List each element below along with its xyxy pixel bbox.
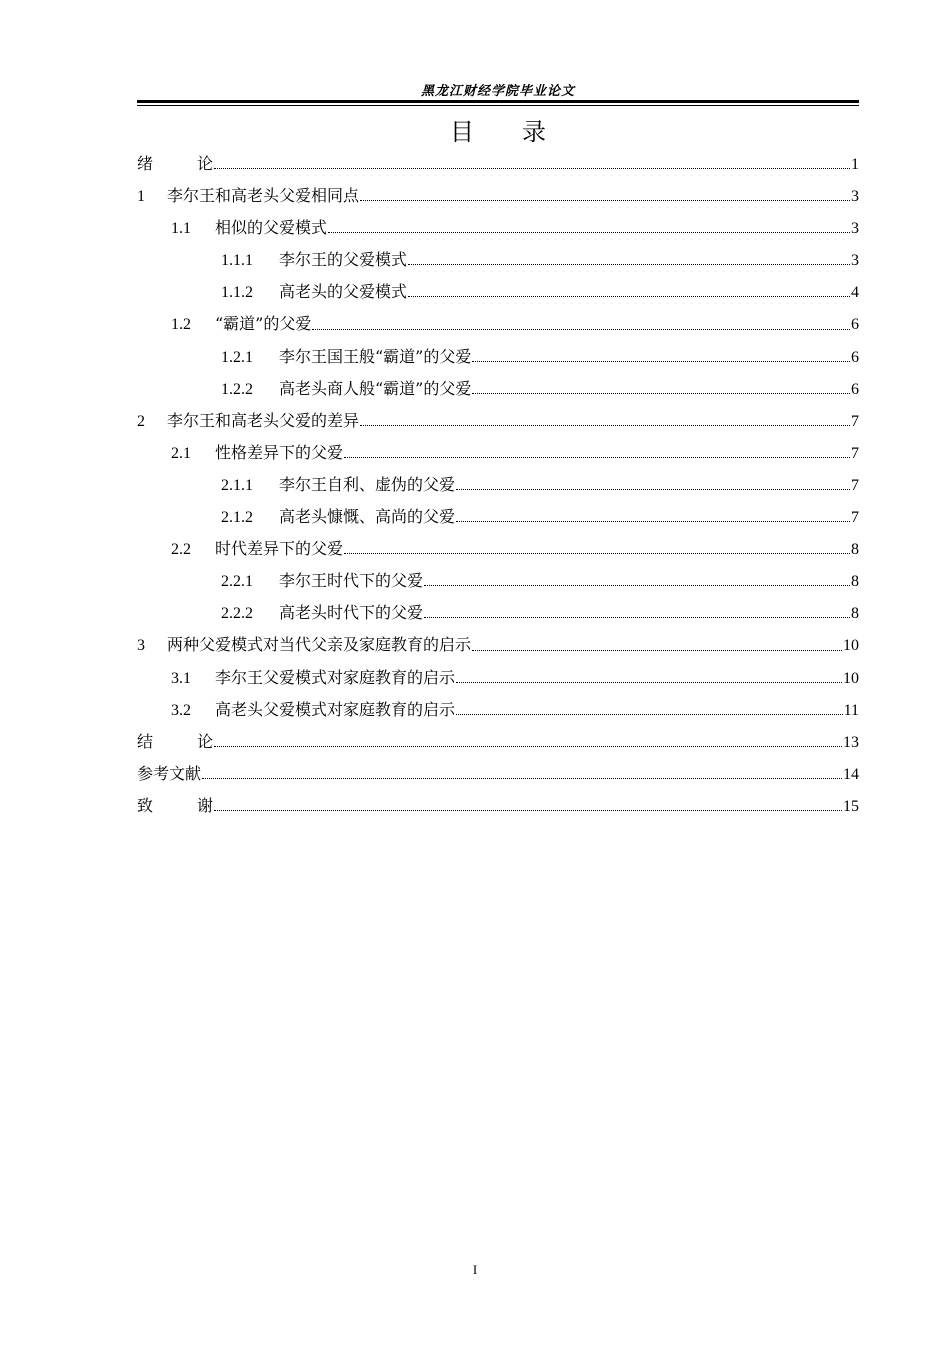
toc-entry-page: 3 bbox=[851, 252, 859, 270]
toc-entry-page: 6 bbox=[851, 380, 859, 398]
toc-entry-page: 10 bbox=[843, 669, 859, 687]
toc-entry-label: 高老头商人般“霸道”的父爱 bbox=[279, 378, 472, 398]
toc-entry-page: 8 bbox=[851, 541, 859, 559]
toc-dot-leader bbox=[214, 745, 842, 747]
table-of-contents bbox=[137, 148, 859, 822]
toc-entry-number: 3.2 bbox=[171, 701, 191, 719]
toc-title-part2: 录 bbox=[522, 118, 546, 146]
toc-entry-label: 时代差异下的父爱 bbox=[215, 539, 344, 559]
toc-entry[interactable] bbox=[137, 694, 859, 726]
toc-entry[interactable] bbox=[137, 244, 859, 276]
toc-entry-label-second-char: 谢 bbox=[197, 795, 214, 815]
toc-dot-leader bbox=[214, 809, 842, 811]
toc-entry[interactable] bbox=[137, 533, 859, 565]
toc-entry[interactable] bbox=[137, 726, 859, 758]
toc-entry[interactable] bbox=[137, 276, 859, 308]
toc-entry[interactable] bbox=[137, 405, 859, 437]
toc-entry[interactable] bbox=[137, 437, 859, 469]
toc-entry-number: 2.2.2 bbox=[221, 605, 253, 623]
toc-entry-number: 1 bbox=[137, 188, 145, 206]
toc-title-part1: 目 bbox=[450, 118, 474, 146]
toc-entry-page: 7 bbox=[851, 476, 859, 494]
toc-entry-label-first-char: 结 bbox=[137, 731, 154, 751]
toc-entry-label: 李尔王国王般“霸道”的父爱 bbox=[279, 346, 472, 366]
toc-entry-page: 3 bbox=[851, 220, 859, 238]
toc-entry-number: 1.2.1 bbox=[221, 348, 253, 366]
toc-entry-number: 2.1.2 bbox=[221, 509, 253, 527]
toc-entry-page: 7 bbox=[851, 412, 859, 430]
toc-entry-page: 4 bbox=[851, 284, 859, 302]
toc-entry-page: 8 bbox=[851, 573, 859, 591]
toc-entry-label: 李尔王时代下的父爱 bbox=[279, 571, 424, 591]
page-header-title: 黑龙江财经学院毕业论文 bbox=[420, 84, 575, 99]
toc-entry-number: 2.2.1 bbox=[221, 573, 253, 591]
toc-entry-label: 李尔王和高老头父爱的差异 bbox=[167, 410, 360, 430]
toc-dot-leader bbox=[456, 488, 850, 490]
toc-entry-number: 2 bbox=[137, 412, 145, 430]
toc-entry-page: 1 bbox=[851, 156, 859, 173]
toc-entry-page: 14 bbox=[843, 765, 859, 783]
toc-entry[interactable] bbox=[137, 662, 859, 694]
toc-entry-number: 1.1.2 bbox=[221, 284, 253, 302]
toc-entry-number: 1.2 bbox=[171, 316, 191, 334]
toc-entry-number: 2.1.1 bbox=[221, 476, 253, 494]
toc-entry-page: 13 bbox=[843, 733, 859, 751]
toc-entry-label: “霸道”的父爱 bbox=[215, 314, 312, 334]
toc-entry-number: 1.1.1 bbox=[221, 252, 253, 270]
toc-entry[interactable] bbox=[137, 469, 859, 501]
toc-dot-leader bbox=[472, 360, 850, 362]
toc-entry-label: 高老头的父爱模式 bbox=[279, 282, 408, 302]
toc-entry-page: 3 bbox=[851, 188, 859, 206]
toc-entry-number: 3 bbox=[137, 637, 145, 655]
toc-entry-page: 10 bbox=[843, 637, 859, 655]
toc-dot-leader bbox=[456, 713, 843, 715]
toc-entry-label-first-char: 绪 bbox=[137, 154, 154, 173]
toc-dot-leader bbox=[328, 231, 850, 233]
toc-entry-label: 高老头时代下的父爱 bbox=[279, 603, 424, 623]
toc-entry-label bbox=[137, 148, 213, 180]
toc-entry-label: 参考文献 bbox=[137, 763, 202, 783]
toc-entry-number: 2.1 bbox=[171, 444, 191, 462]
toc-entry-label: 李尔王的父爱模式 bbox=[279, 250, 408, 270]
header-rule-thick bbox=[137, 100, 859, 103]
toc-entry[interactable] bbox=[137, 148, 859, 180]
toc-entry[interactable] bbox=[137, 758, 859, 790]
toc-dot-leader bbox=[202, 777, 842, 779]
toc-entry-number: 2.2 bbox=[171, 541, 191, 559]
toc-entry-page: 8 bbox=[851, 605, 859, 623]
toc-entry-label bbox=[137, 726, 213, 758]
page-number: I bbox=[472, 1262, 478, 1277]
toc-dot-leader bbox=[312, 328, 850, 330]
toc-entry-label: 高老头慷慨、高尚的父爱 bbox=[279, 507, 456, 527]
toc-entry[interactable] bbox=[137, 212, 859, 244]
toc-entry-label: 相似的父爱模式 bbox=[215, 218, 328, 238]
toc-entry-page: 11 bbox=[843, 701, 859, 719]
toc-entry-page: 6 bbox=[851, 316, 859, 334]
toc-entry[interactable] bbox=[137, 597, 859, 629]
toc-dot-leader bbox=[360, 424, 850, 426]
toc-entry[interactable] bbox=[137, 341, 859, 373]
toc-entry[interactable] bbox=[137, 565, 859, 597]
toc-entry[interactable] bbox=[137, 790, 859, 822]
toc-entry-label: 性格差异下的父爱 bbox=[215, 442, 344, 462]
toc-dot-leader bbox=[424, 616, 850, 618]
toc-entry-label: 高老头父爱模式对家庭教育的启示 bbox=[215, 699, 456, 719]
toc-entry-label: 两种父爱模式对当代父亲及家庭教育的启示 bbox=[167, 635, 472, 655]
toc-dot-leader bbox=[424, 584, 850, 586]
toc-entry-number: 1.2.2 bbox=[221, 380, 253, 398]
toc-entry-label bbox=[137, 790, 213, 822]
toc-dot-leader bbox=[214, 167, 850, 169]
toc-entry[interactable] bbox=[137, 501, 859, 533]
toc-entry-label-second-char: 论 bbox=[197, 731, 214, 751]
toc-entry[interactable] bbox=[137, 180, 859, 212]
toc-dot-leader bbox=[408, 295, 850, 297]
toc-entry-number: 1.1 bbox=[171, 220, 191, 238]
toc-dot-leader bbox=[456, 681, 842, 683]
toc-title bbox=[137, 116, 859, 148]
toc-dot-leader bbox=[360, 199, 850, 201]
toc-entry-label: 李尔王和高老头父爱相同点 bbox=[167, 186, 360, 206]
toc-dot-leader bbox=[472, 649, 842, 651]
toc-entry[interactable] bbox=[137, 629, 859, 661]
toc-entry-label-second-char: 论 bbox=[197, 154, 214, 173]
toc-dot-leader bbox=[472, 392, 850, 394]
toc-dot-leader bbox=[456, 520, 850, 522]
toc-entry-page: 6 bbox=[851, 348, 859, 366]
toc-entry-label: 李尔王自利、虚伪的父爱 bbox=[279, 474, 456, 494]
toc-dot-leader bbox=[408, 263, 850, 265]
toc-entry-label-first-char: 致 bbox=[137, 795, 154, 815]
header-rule-thin bbox=[137, 105, 859, 106]
toc-entry-page: 15 bbox=[843, 797, 859, 815]
toc-dot-leader bbox=[344, 456, 850, 458]
toc-entry-page: 7 bbox=[851, 444, 859, 462]
toc-dot-leader bbox=[344, 552, 850, 554]
toc-entry[interactable] bbox=[137, 308, 859, 340]
toc-entry-label: 李尔王父爱模式对家庭教育的启示 bbox=[215, 667, 456, 687]
toc-entry-page: 7 bbox=[851, 509, 859, 527]
toc-entry[interactable] bbox=[137, 373, 859, 405]
toc-entry-number: 3.1 bbox=[171, 669, 191, 687]
